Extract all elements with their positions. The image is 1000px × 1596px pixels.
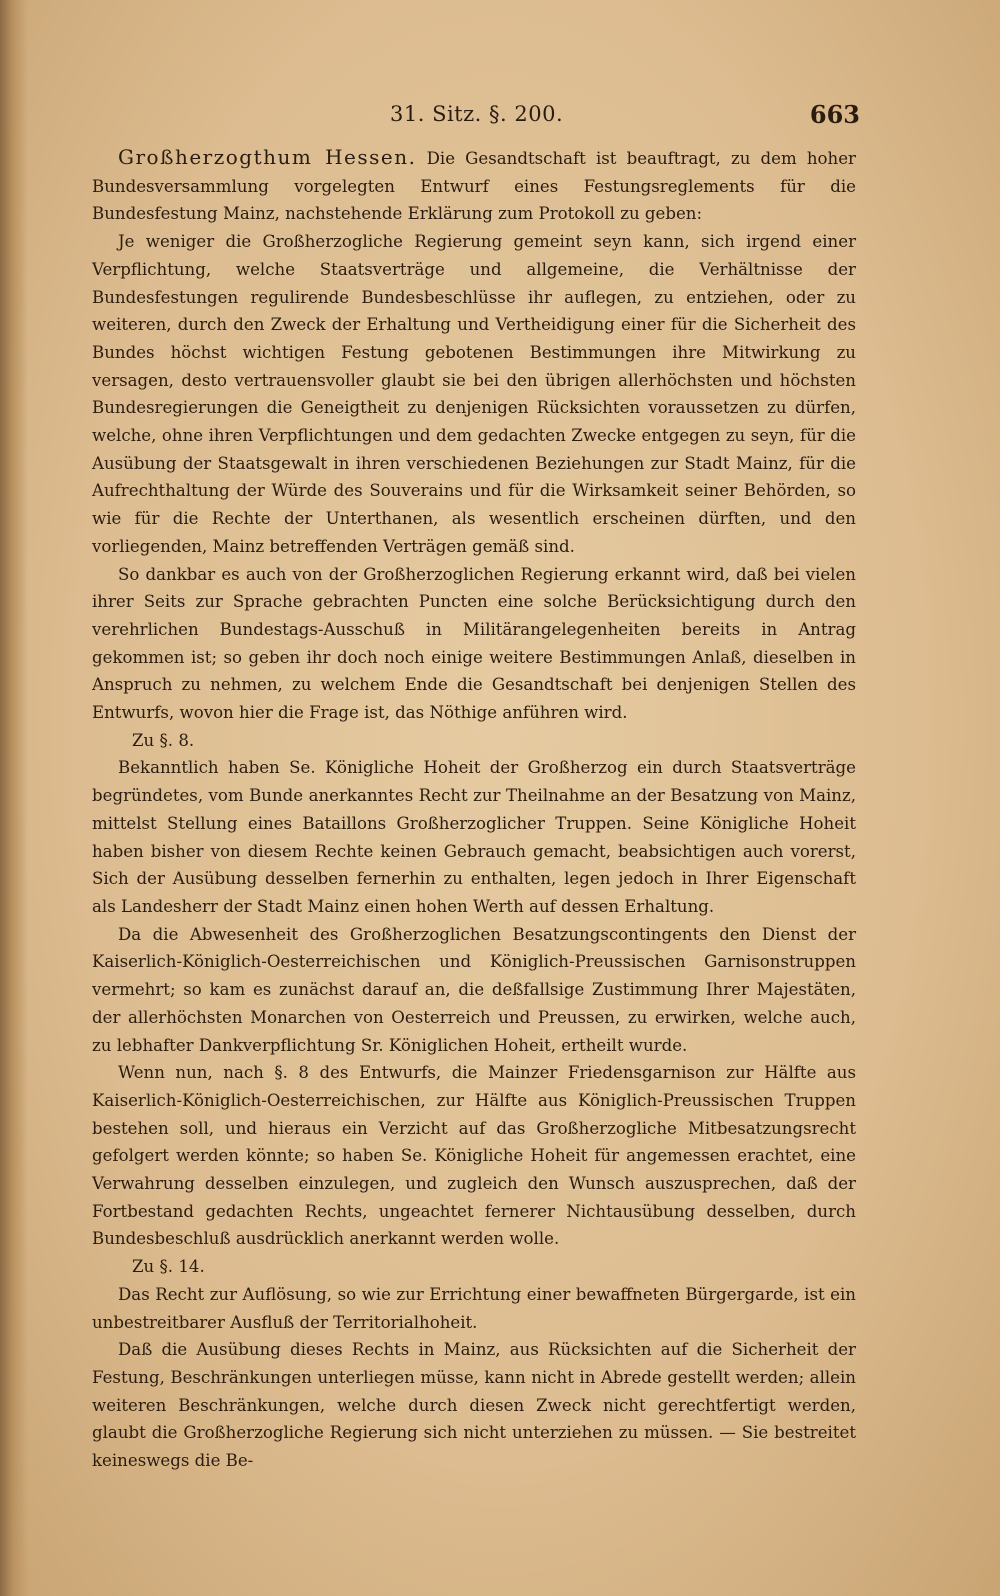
- intro-paragraph: [92, 144, 856, 228]
- page-number: 663: [809, 100, 860, 129]
- paragraph-6: Das Recht zur Auflösung, so wie zur Errichtung einer bewaffneten Bürgergarde, ist ein unbestreitbarer Ausfluß der Territorialhoheit.: [92, 1284, 856, 1332]
- section-heading-14: Zu §. 14.: [132, 1257, 205, 1277]
- document-body: [92, 144, 856, 1475]
- section-heading-8: Zu §. 8.: [132, 730, 195, 750]
- page-edge-shadow: [0, 0, 28, 1596]
- page-header: [100, 100, 860, 134]
- running-head: 31. Sitz. §. 200.: [390, 102, 564, 126]
- paragraph-5: Wenn nun, nach §. 8 des Entwurfs, die Mainzer Friedensgarnison zur Hälfte aus Kaiserlich-Königlich-Oesterreichischen, zur Hälfte aus Königlich-Preussischen Truppen bestehen soll, und hieraus ein Verzicht auf das Großherzogliche Mitbesatzungsrecht gefolgert werden könnte; so haben Se. Königliche Hoheit für angemessen erachtet, eine Verwahrung desselben einzulegen, und zugleich den Wunsch auszusprechen, daß der Fortbestand gedachten Rechts, ungeachtet fernerer Nichtausübung desselben, durch Bundesbeschluß ausdrücklich anerkannt werden wolle.: [92, 1063, 856, 1249]
- intro-text: Die Gesandtschaft ist beauftragt, zu dem hoher Bundesversammlung vorgelegten Entwurf eines Festungsreglements für die Bundesfestung Mainz, nachstehende Erklärung zum Protokoll zu geben:: [92, 149, 856, 224]
- state-name-heading: Großherzogthum Hessen.: [118, 145, 417, 169]
- paragraph-1: Je weniger die Großherzogliche Regierung gemeint seyn kann, sich irgend einer Verpflichtung, welche Staatsverträge und allgemeine, die Verhältnisse der Bundesfestungen regulirende Bundesbeschlüsse ihr auflegen, zu entziehen, oder zu weiteren, durch den Zweck der Erhaltung und Vertheidigung einer für die Sicherheit des Bundes höchst wichtigen Festung gebotenen Bestimmungen ihre Mitwirkung zu versagen, desto vertrauensvoller glaubt sie bei den übrigen allerhöchsten und höchsten Bundesregierungen die Geneigtheit zu denjenigen Rücksichten voraussetzen zu dürfen, welche, ohne ihren Verpflichtungen und dem gedachten Zwecke entgegen zu seyn, für die Ausübung der Staatsgewalt in ihren verschiedenen Beziehungen zur Stadt Mainz, für die Aufrechthaltung der Würde des Souverains und für die Wirksamkeit seiner Behörden, so wie für die Rechte der Unterthanen, als wesentlich erscheinen dürften, und den vorliegenden, Mainz betreffenden Verträgen gemäß sind.: [92, 232, 856, 556]
- paragraph-4: Da die Abwesenheit des Großherzoglichen Besatzungscontingents den Dienst der Kaiserlich-Königlich-Oesterreichischen und Königlich-Preussischen Garnisonstruppen vermehrt; so kam es zunächst darauf an, die deßfallsige Zustimmung Ihrer Majestäten, der allerhöchsten Monarchen von Oesterreich und Preussen, zu erwirken, welche auch, zu lebhafter Dankverpflichtung Sr. Königlichen Hoheit, ertheilt wurde.: [92, 924, 856, 1055]
- paragraph-3: Bekanntlich haben Se. Königliche Hoheit der Großherzog ein durch Staatsverträge begründetes, vom Bunde anerkanntes Recht zur Theilnahme an der Besatzung von Mainz, mittelst Stellung eines Bataillons Großherzoglicher Truppen. Seine Königliche Hoheit haben bisher von diesem Rechte keinen Gebrauch gemacht, beabsichtigen auch vorerst, Sich der Ausübung desselben fernerhin zu enthalten, legen jedoch in Ihrer Eigenschaft als Landesherr der Stadt Mainz einen hohen Werth auf dessen Erhaltung.: [92, 758, 856, 916]
- paragraph-7: Daß die Ausübung dieses Rechts in Mainz, aus Rücksichten auf die Sicherheit der Festung, Beschränkungen unterliegen müsse, kann nicht in Abrede gestellt werden; allein weiteren Beschränkungen, welche durch diesen Zweck nicht gerechtfertigt werden, glaubt die Großherzogliche Regierung sich nicht unterziehen zu müssen. — Sie bestreitet keineswegs die Be-: [92, 1340, 856, 1471]
- paragraph-2: So dankbar es auch von der Großherzoglichen Regierung erkannt wird, daß bei vielen ihrer Seits zur Sprache gebrachten Puncten eine solche Berücksichtigung durch den verehrlichen Bundestags-Ausschuß in Militärangelegenheiten bereits in Antrag gekommen ist; so geben ihr doch noch einige weitere Bestimmungen Anlaß, dieselben in Anspruch zu nehmen, zu welchem Ende die Gesandtschaft bei denjenigen Stellen des Entwurfs, wovon hier die Frage ist, das Nöthige anführen wird.: [92, 564, 856, 723]
